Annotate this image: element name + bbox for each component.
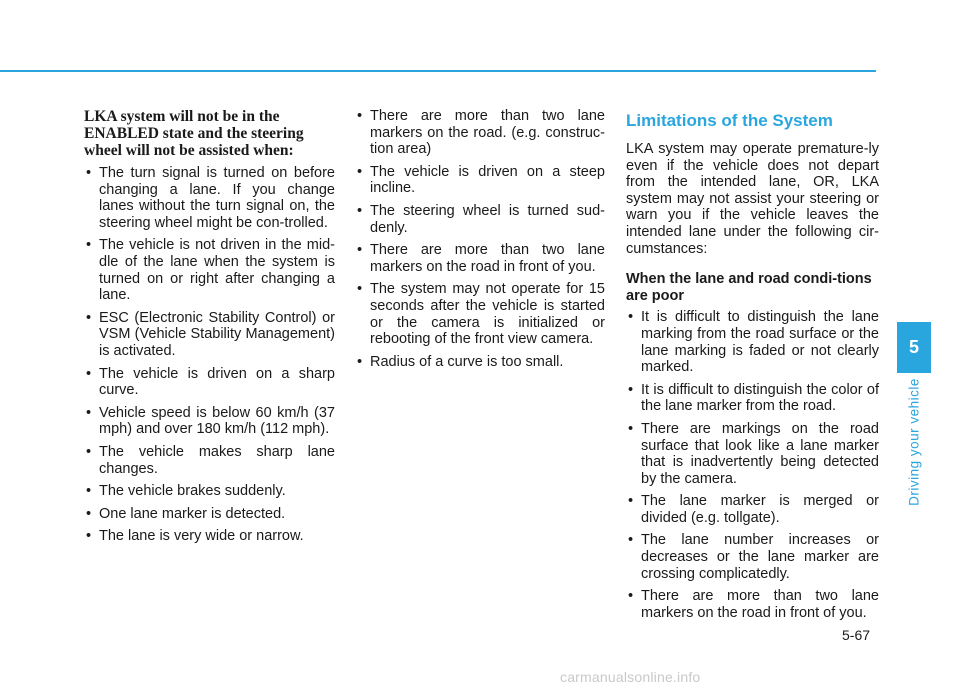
column-2 <box>355 108 605 376</box>
poor-conditions-list <box>626 309 879 621</box>
list-item: • There are markings on the road surface that look like a lane marker that is inadvertently being detected by the camera. <box>626 421 879 487</box>
lka-not-enabled-heading: LKA system will not be in the ENABLED state and the steering wheel will not be assisted when: <box>84 108 304 159</box>
list-item: • The turn signal is turned on before changing a lane. If you change lanes without the turn signal on, the steering wheel might be con-trolled. <box>84 165 335 231</box>
column-1 <box>84 108 335 551</box>
poor-conditions-subheading: When the lane and road condi-tions are poor <box>626 271 872 304</box>
list-item: • Vehicle speed is below 60 km/h (37 mph) and over 180 km/h (112 mph). <box>84 405 335 438</box>
list-item: • It is difficult to distinguish the lane marking from the road surface or the lane marking is faded or not clearly marked. <box>626 309 879 375</box>
limitations-intro: LKA system may operate premature-ly even if the vehicle does not depart from the intended lane, OR, LKA system may not assist your steering or warn you if the vehicle leaves the intended lane under the following cir-cumstances: <box>626 141 879 257</box>
lka-not-enabled-list <box>84 165 335 545</box>
list-item: • The lane is very wide or narrow. <box>84 528 335 545</box>
lka-not-enabled-list-continued <box>355 108 605 370</box>
list-item: • Radius of a curve is too small. <box>355 354 605 371</box>
list-item: • There are more than two lane markers on the road in front of you. <box>626 588 879 621</box>
chapter-tab: 5 <box>897 322 931 373</box>
list-item: • There are more than two lane markers on the road in front of you. <box>355 242 605 275</box>
list-item: • The steering wheel is turned sud-denly. <box>355 203 605 236</box>
list-item: • The lane marker is merged or divided (e.g. tollgate). <box>626 493 879 526</box>
watermark: carmanualsonline.info <box>560 669 701 685</box>
list-item: • One lane marker is detected. <box>84 506 335 523</box>
list-item: • It is difficult to distinguish the color of the lane marker from the road. <box>626 382 879 415</box>
column-3 <box>626 108 879 627</box>
header-rule <box>0 70 876 72</box>
list-item: • The vehicle brakes suddenly. <box>84 483 335 500</box>
list-item: • The vehicle is driven on a steep incline. <box>355 164 605 197</box>
list-item: • The vehicle is driven on a sharp curve. <box>84 366 335 399</box>
list-item: • The lane number increases or decreases or the lane marker are crossing complicatedly. <box>626 532 879 582</box>
list-item: • The vehicle is not driven in the mid-dle of the lane when the system is turned on or right after changing a lane. <box>84 237 335 303</box>
list-item: • ESC (Electronic Stability Control) or VSM (Vehicle Stability Management) is activated. <box>84 310 335 360</box>
list-item: • There are more than two lane markers on the road. (e.g. construc-tion area) <box>355 108 605 158</box>
chapter-label: Driving your vehicle <box>906 378 922 506</box>
list-item: • The system may not operate for 15 seconds after the vehicle is started or the camera is initialized or rebooting of the front view camera. <box>355 281 605 347</box>
list-item: • The vehicle makes sharp lane changes. <box>84 444 335 477</box>
limitations-title: Limitations of the System <box>626 111 833 130</box>
page-number: 5-67 <box>842 627 871 643</box>
